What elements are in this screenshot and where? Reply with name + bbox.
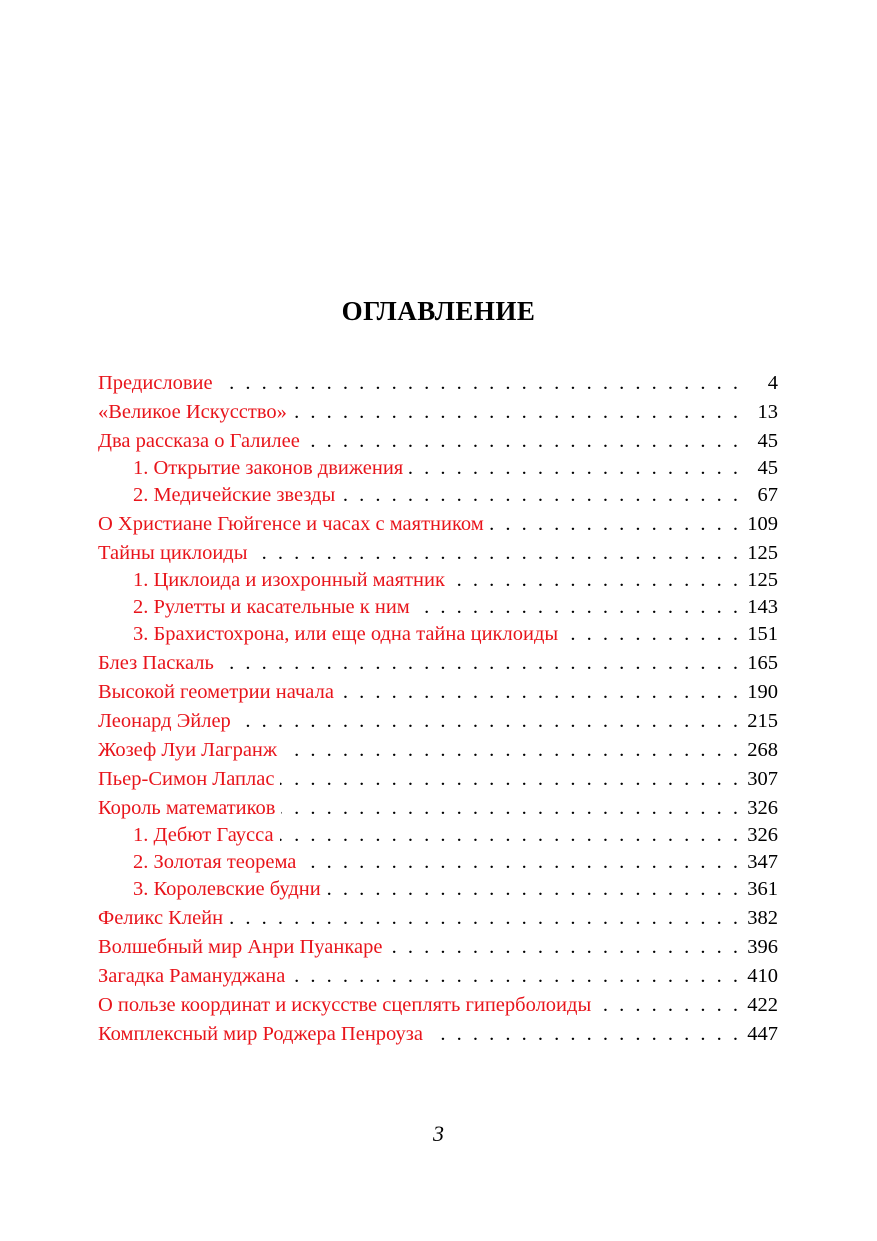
dot-leader xyxy=(341,482,738,509)
toc-entry-page-number: 151 xyxy=(747,623,778,645)
toc-entry[interactable] xyxy=(98,934,778,961)
toc-entry-page-number: 190 xyxy=(747,681,778,703)
toc-entry[interactable] xyxy=(98,992,778,1019)
toc-entry-title-link[interactable]: Два рассказа о Галилее xyxy=(98,430,300,452)
toc-entry-title-link[interactable]: Король математиков xyxy=(98,797,276,819)
toc-entry[interactable] xyxy=(98,370,778,397)
dot-leader xyxy=(409,455,738,482)
toc-entry-page-number: 410 xyxy=(747,965,778,987)
dot-leader xyxy=(490,511,738,538)
toc-entry-title-link[interactable]: Загадка Рамануджана xyxy=(98,965,286,987)
toc-entry-page-number: 45 xyxy=(757,430,778,452)
toc-entry[interactable] xyxy=(98,737,778,764)
toc-entry-title-link[interactable]: Волшебный мир Анри Пуанкаре xyxy=(98,936,383,958)
dot-leader xyxy=(451,567,738,594)
toc-entry[interactable] xyxy=(98,540,778,567)
toc-entry-title-link[interactable]: 1. Открытие законов движения xyxy=(133,457,404,479)
toc-entry-title-link[interactable]: 2. Золотая теорема xyxy=(133,851,297,873)
toc-entry-title-link[interactable]: 3. Королевские будни xyxy=(133,878,321,900)
toc-entry-page-number: 382 xyxy=(747,907,778,929)
dot-leader xyxy=(219,370,738,397)
toc-entry-title-link[interactable]: Пьер-Симон Лаплас xyxy=(98,768,275,790)
toc-entry[interactable] xyxy=(98,679,778,706)
dot-leader xyxy=(564,621,738,648)
toc-entry-page-number: 125 xyxy=(747,569,778,591)
toc-entry-title-link[interactable]: Блез Паскаль xyxy=(98,652,214,674)
toc-entry-page-number: 125 xyxy=(747,542,778,564)
toc-entry[interactable] xyxy=(98,428,778,455)
toc-entry-title-link[interactable]: 2. Рулетты и касательные к ним xyxy=(133,596,410,618)
toc-subentry[interactable] xyxy=(98,876,778,903)
dot-leader xyxy=(281,795,738,822)
page-title: ОГЛАВЛЕНИЕ xyxy=(341,296,536,326)
toc-entry-page-number: 347 xyxy=(747,851,778,873)
toc-subentry[interactable] xyxy=(98,594,778,621)
toc-entry-title-link[interactable]: Предисловие xyxy=(98,372,213,394)
toc-entry-title-link[interactable]: Леонард Эйлер xyxy=(98,710,231,732)
toc-entry-title-link[interactable]: Тайны циклоиды xyxy=(98,542,248,564)
toc-entry[interactable] xyxy=(98,795,778,822)
toc-entry-title-link[interactable]: Высокой геометрии начала xyxy=(98,681,334,703)
dot-leader xyxy=(388,934,738,961)
toc-entry[interactable] xyxy=(98,650,778,677)
dot-leader xyxy=(291,963,738,990)
dot-leader xyxy=(327,876,738,903)
dot-leader xyxy=(416,594,738,621)
dot-leader xyxy=(306,428,738,455)
toc-entry-title-link[interactable]: 1. Дебют Гаусса xyxy=(133,824,274,846)
dot-leader xyxy=(229,905,738,932)
toc-entry-page-number: 13 xyxy=(757,401,778,423)
page-number: 3 xyxy=(433,1121,444,1146)
dot-leader xyxy=(280,822,738,849)
dot-leader xyxy=(302,849,738,876)
toc-entry-page-number: 268 xyxy=(747,739,778,761)
toc-entry-title-link[interactable]: Жозеф Луи Лагранж xyxy=(98,739,278,761)
toc-entry[interactable] xyxy=(98,511,778,538)
toc-entry-title-link[interactable]: О пользе координат и искусстве сцеплять гиперболоиды xyxy=(98,994,592,1016)
toc-subentry[interactable] xyxy=(98,482,778,509)
toc-subentry[interactable] xyxy=(98,621,778,648)
dot-leader xyxy=(237,708,738,735)
dot-leader xyxy=(283,737,738,764)
toc-entry-title-link[interactable]: Комплексный мир Роджера Пенроуза xyxy=(98,1023,423,1045)
toc-subentry[interactable] xyxy=(98,567,778,594)
toc-entry-title-link[interactable]: 3. Брахистохрона, или еще одна тайна циклоиды xyxy=(133,623,559,645)
dot-leader xyxy=(254,540,738,567)
toc-entry-page-number: 422 xyxy=(747,994,778,1016)
toc-entry-title-link[interactable]: 1. Циклоида и изохронный маятник xyxy=(133,569,445,591)
toc-subentry[interactable] xyxy=(98,455,778,482)
toc-entry-page-number: 215 xyxy=(747,710,778,732)
toc-entry-page-number: 143 xyxy=(747,596,778,618)
dot-leader xyxy=(293,399,738,426)
dot-leader xyxy=(280,766,738,793)
toc-entry-title-link[interactable]: Феликс Клейн xyxy=(98,907,224,929)
toc-entry[interactable] xyxy=(98,905,778,932)
dot-leader xyxy=(220,650,738,677)
toc-entry-title-link[interactable]: 2. Медичейские звезды xyxy=(133,484,336,506)
toc-entry-page-number: 67 xyxy=(757,484,778,506)
toc-entry[interactable] xyxy=(98,1021,778,1048)
toc-entry[interactable] xyxy=(98,963,778,990)
toc-entry-page-number: 326 xyxy=(747,824,778,846)
dot-leader xyxy=(597,992,738,1019)
toc-entry-page-number: 165 xyxy=(747,652,778,674)
toc-entry-page-number: 307 xyxy=(747,768,778,790)
toc-entry-title-link[interactable]: О Христиане Гюйгенсе и часах с маятником xyxy=(98,513,484,535)
toc-entry-page-number: 4 xyxy=(767,372,778,394)
dot-leader xyxy=(429,1021,738,1048)
toc-entry-page-number: 447 xyxy=(747,1023,778,1045)
toc-entry-page-number: 109 xyxy=(747,513,778,535)
toc-entry[interactable] xyxy=(98,399,778,426)
toc-entry-page-number: 361 xyxy=(747,878,778,900)
toc-entry[interactable] xyxy=(98,766,778,793)
toc-entry-title-link[interactable]: «Великое Искусство» xyxy=(98,401,287,423)
toc-subentry[interactable] xyxy=(98,822,778,849)
toc-entry-page-number: 326 xyxy=(747,797,778,819)
dot-leader xyxy=(340,679,738,706)
toc-entry-page-number: 45 xyxy=(757,457,778,479)
toc-entry[interactable] xyxy=(98,708,778,735)
toc-entry-page-number: 396 xyxy=(747,936,778,958)
toc-subentry[interactable] xyxy=(98,849,778,876)
